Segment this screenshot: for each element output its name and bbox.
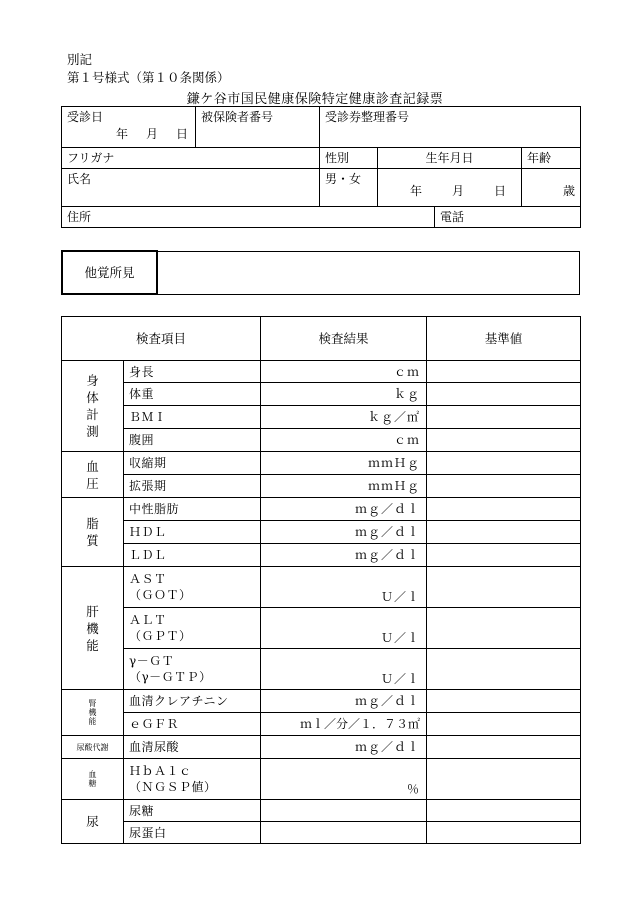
address-cell[interactable]	[62, 207, 435, 228]
reference-bmi[interactable]	[427, 406, 581, 429]
result-systolic[interactable]	[261, 452, 427, 475]
birthdate-cell[interactable]	[378, 169, 522, 207]
birth-year-label: 年	[409, 184, 422, 198]
sex-label: 性別	[325, 151, 350, 165]
result-ldl[interactable]	[261, 544, 427, 567]
result-hdl[interactable]	[261, 521, 427, 544]
other-findings-label: 他覚所見	[62, 251, 157, 294]
reference-ggt[interactable]	[427, 649, 581, 690]
result-triglyceride[interactable]	[261, 498, 427, 521]
name-cell[interactable]	[62, 169, 320, 207]
item-height: 身長	[124, 361, 261, 383]
unit-uric-acid: ｍｇ／ｄｌ	[355, 740, 421, 754]
item-bmi: ＢＭＩ	[124, 406, 261, 429]
form-number: 第１号様式（第１０条関係）	[67, 70, 230, 85]
item-ggt	[124, 649, 261, 690]
result-diastolic[interactable]	[261, 475, 427, 498]
result-weight[interactable]	[261, 383, 427, 406]
item-urine-protein: 尿蛋白	[124, 822, 261, 844]
unit-alt: Ｕ／ｌ	[381, 631, 421, 645]
furigana-cell[interactable]	[62, 148, 320, 169]
birth-month-label: 月	[451, 184, 464, 198]
insured-number-label: 被保険者番号	[201, 110, 274, 124]
unit-bmi: ｋｇ／㎡	[368, 410, 421, 424]
reference-ast[interactable]	[427, 567, 581, 608]
result-uric-acid[interactable]	[261, 736, 427, 759]
unit-ast: Ｕ／ｌ	[381, 590, 421, 604]
unit-hdl: ｍｇ／ｄｌ	[355, 525, 421, 539]
item-alt-alias: （ＧＰＴ）	[129, 629, 192, 643]
unit-creatinine: ｍｇ／ｄｌ	[355, 694, 421, 708]
item-egfr: ｅＧＦＲ	[124, 713, 261, 736]
item-waist: 腹囲	[124, 429, 261, 452]
age-label: 年齢	[527, 151, 552, 165]
reference-triglyceride[interactable]	[427, 498, 581, 521]
item-hba1c	[124, 759, 261, 800]
exam-results-table	[61, 316, 581, 844]
form-title: 鎌ケ谷市国民健康保険特定健康診査記録票	[186, 92, 444, 107]
result-hba1c[interactable]	[261, 759, 427, 800]
item-ast-name: ＡＳＴ	[129, 572, 167, 586]
name-label: 氏名	[67, 172, 92, 186]
result-alt[interactable]	[261, 608, 427, 649]
unit-ggt: Ｕ／ｌ	[381, 672, 421, 686]
year-label: 年	[115, 127, 128, 141]
item-header: 検査項目	[62, 317, 261, 361]
reference-creatinine[interactable]	[427, 690, 581, 713]
day-label: 日	[175, 127, 188, 141]
reference-ldl[interactable]	[427, 544, 581, 567]
age-cell[interactable]	[522, 169, 581, 207]
item-triglyceride: 中性脂肪	[124, 498, 261, 521]
reference-diastolic[interactable]	[427, 475, 581, 498]
category-liver: 肝機能	[62, 567, 124, 690]
unit-egfr: ｍｌ／分／１．７３㎡	[300, 717, 421, 731]
item-ldl: ＬＤＬ	[124, 544, 261, 567]
result-waist[interactable]	[261, 429, 427, 452]
result-ggt[interactable]	[261, 649, 427, 690]
unit-weight: ｋｇ	[394, 387, 421, 401]
category-blood-pressure: 血圧	[62, 452, 124, 498]
reference-systolic[interactable]	[427, 452, 581, 475]
birthdate-label: 生年月日	[425, 151, 474, 165]
unit-triglyceride: ｍｇ／ｄｌ	[355, 502, 421, 516]
reference-weight[interactable]	[427, 383, 581, 406]
item-creatinine: 血清クレアチニン	[124, 690, 261, 713]
result-ast[interactable]	[261, 567, 427, 608]
reference-hba1c[interactable]	[427, 759, 581, 800]
category-body-measurement: 身体計測	[62, 361, 124, 452]
personal-info-table	[61, 106, 581, 228]
item-alt	[124, 608, 261, 649]
result-bmi[interactable]	[261, 406, 427, 429]
category-blood-sugar: 血糖	[62, 759, 124, 800]
unit-systolic: ｍｍＨｇ	[368, 456, 421, 470]
annex-label: 別記	[67, 52, 93, 67]
age-header-cell	[522, 148, 581, 169]
item-hba1c-alias: （ＮＧＳＰ値）	[129, 780, 217, 794]
result-height[interactable]	[261, 361, 427, 383]
age-unit: 歳	[563, 184, 576, 198]
item-hdl: ＨＤＬ	[124, 521, 261, 544]
reference-waist[interactable]	[427, 429, 581, 452]
unit-height: ｃｍ	[394, 364, 421, 379]
item-ggt-name: γ－ＧＴ	[129, 654, 175, 668]
item-uric-acid: 血清尿酸	[124, 736, 261, 759]
unit-ldl: ｍｇ／ｄｌ	[355, 548, 421, 562]
birthdate-header-cell	[378, 148, 522, 169]
reference-height[interactable]	[427, 361, 581, 383]
item-diastolic: 拡張期	[124, 475, 261, 498]
category-lipid: 脂質	[62, 498, 124, 567]
other-findings-field[interactable]	[157, 251, 580, 294]
furigana-label: フリガナ	[67, 151, 115, 165]
item-weight: 体重	[124, 383, 261, 406]
sex-header-cell	[320, 148, 378, 169]
result-urine-protein[interactable]	[261, 822, 427, 844]
reference-urine-sugar[interactable]	[427, 800, 581, 822]
result-header: 検査結果	[261, 317, 427, 361]
month-label: 月	[145, 127, 158, 141]
exam-date-label: 受診日	[67, 110, 104, 124]
unit-hba1c: ％	[407, 782, 421, 796]
result-creatinine[interactable]	[261, 690, 427, 713]
reference-urine-protein[interactable]	[427, 822, 581, 844]
reference-alt[interactable]	[427, 608, 581, 649]
item-ast	[124, 567, 261, 608]
sex-options: 男・女	[325, 172, 362, 186]
phone-label: 電話	[440, 210, 465, 224]
ticket-number-label: 受診券整理番号	[325, 110, 410, 124]
ticket-number-cell[interactable]	[320, 107, 581, 148]
category-uric-metabolism: 尿酸代謝	[62, 736, 124, 759]
item-systolic: 収縮期	[124, 452, 261, 475]
category-urine: 尿	[62, 800, 124, 844]
reference-header: 基準値	[427, 317, 581, 361]
other-findings-table	[61, 250, 580, 295]
item-hba1c-name: ＨｂＡ１ｃ	[129, 764, 192, 778]
result-egfr[interactable]	[261, 713, 427, 736]
item-urine-sugar: 尿糖	[124, 800, 261, 822]
phone-cell[interactable]	[435, 207, 581, 228]
unit-waist: ｃｍ	[394, 433, 421, 447]
sex-cell[interactable]	[320, 169, 378, 207]
result-urine-sugar[interactable]	[261, 800, 427, 822]
item-ggt-alias: （γ－ＧＴＰ）	[129, 670, 212, 684]
exam-date-cell[interactable]	[62, 107, 196, 148]
category-kidney: 腎機能	[62, 690, 124, 736]
reference-uric-acid[interactable]	[427, 736, 581, 759]
item-alt-name: ＡＬＴ	[129, 613, 167, 627]
birth-day-label: 日	[493, 184, 506, 198]
reference-egfr[interactable]	[427, 713, 581, 736]
unit-diastolic: ｍｍＨｇ	[368, 479, 421, 493]
item-ast-alias: （ＧＯＴ）	[129, 588, 192, 602]
reference-hdl[interactable]	[427, 521, 581, 544]
address-label: 住所	[67, 210, 92, 224]
insured-number-cell[interactable]	[196, 107, 320, 148]
